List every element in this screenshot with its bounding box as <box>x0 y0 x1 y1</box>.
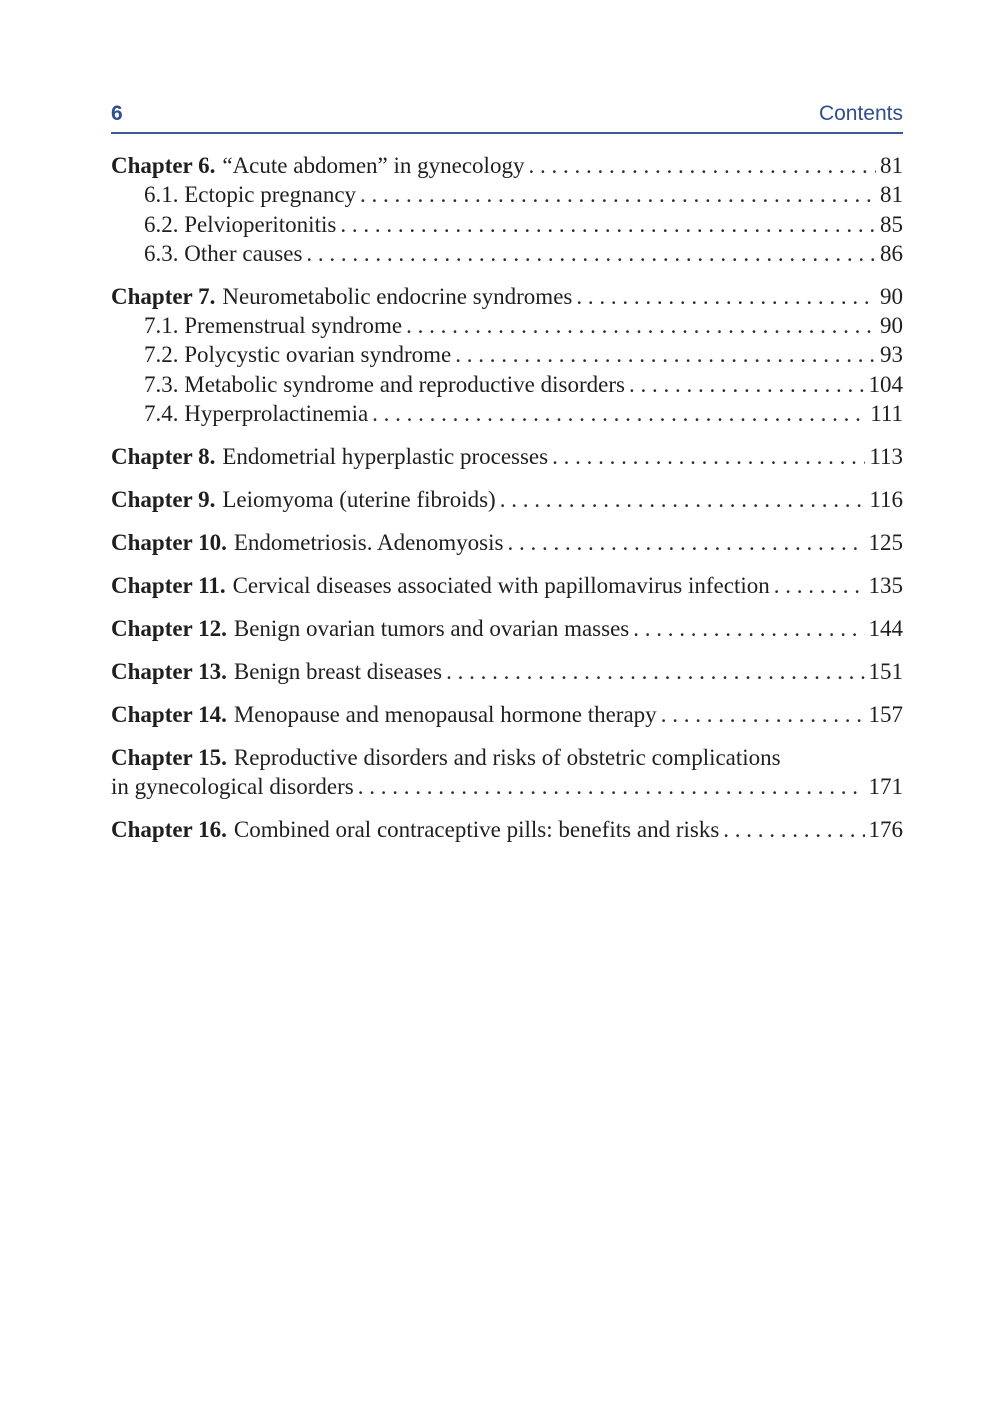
toc-chapter-12[interactable] <box>111 614 903 643</box>
chapter-title: Benign breast diseases <box>233 658 443 684</box>
page-ref: 81 <box>880 182 903 208</box>
page-ref: 116 <box>869 487 903 513</box>
table-of-contents <box>111 151 903 845</box>
page-ref: 176 <box>868 817 903 843</box>
toc-chapter-10[interactable] <box>111 528 903 557</box>
dot-leader <box>633 614 864 643</box>
page-number: 6 <box>111 102 123 125</box>
toc-section-6-3[interactable] <box>111 239 903 268</box>
chapter-title-line-1 <box>111 743 903 772</box>
section-title: 7.4. Hyperprolactinemia <box>144 401 369 427</box>
page-ref: 135 <box>868 573 903 598</box>
toc-section-7-4[interactable] <box>111 399 903 428</box>
dot-leader <box>340 210 876 239</box>
page-ref: 93 <box>880 342 903 368</box>
page-ref: 157 <box>868 701 903 727</box>
section-title: 6.2. Pelvioperitonitis <box>144 211 337 237</box>
toc-chapter-13[interactable] <box>111 657 903 686</box>
dot-leader <box>723 815 864 844</box>
chapter-title: Leiomyoma (uterine fibroids) <box>222 487 496 513</box>
page-ref: 90 <box>880 313 903 339</box>
dot-leader <box>358 772 865 801</box>
chapter-title-continuation: in gynecological disorders <box>111 774 354 800</box>
page-ref: 111 <box>870 401 903 427</box>
chapter-label: Chapter 16. <box>111 817 227 843</box>
chapter-title: Endometrial hyperplastic processes <box>222 444 549 470</box>
toc-chapter-7[interactable] <box>111 282 903 311</box>
toc-section-7-1[interactable] <box>111 311 903 340</box>
chapter-label: Chapter 12. <box>111 615 227 641</box>
dot-leader <box>372 399 866 428</box>
chapter-label: Chapter 9. <box>111 487 216 513</box>
running-title: Contents <box>818 102 903 125</box>
dot-leader <box>576 282 876 311</box>
chapter-label: Chapter 15. <box>111 744 227 770</box>
chapter-title-line-2 <box>111 772 903 801</box>
chapter-label: Chapter 14. <box>111 701 227 727</box>
dot-leader <box>306 239 876 268</box>
chapter-title: Neurometabolic endocrine syndromes <box>222 283 573 309</box>
toc-section-7-3[interactable] <box>111 370 903 399</box>
page-ref: 144 <box>868 615 903 641</box>
chapter-title: Reproductive disorders and risks of obstetric complications <box>233 744 781 770</box>
dot-leader <box>507 528 864 557</box>
chapter-title: Combined oral contraceptive pills: benefits and risks <box>233 817 720 843</box>
page-ref: 85 <box>880 211 903 237</box>
page-ref: 104 <box>868 371 903 397</box>
page-ref: 81 <box>880 153 903 178</box>
toc-chapter-6[interactable] <box>111 151 903 180</box>
dot-leader <box>552 442 865 471</box>
toc-chapter-16[interactable] <box>111 815 903 844</box>
page-ref: 151 <box>868 658 903 684</box>
chapter-title: Benign ovarian tumors and ovarian masses <box>233 615 630 641</box>
page-ref: 86 <box>880 240 903 266</box>
page-ref: 90 <box>880 283 903 309</box>
toc-chapter-15[interactable] <box>111 743 903 802</box>
section-title: 7.3. Metabolic syndrome and reproductive disorders <box>144 371 625 397</box>
section-title: 6.3. Other causes <box>144 240 303 266</box>
toc-section-6-2[interactable] <box>111 210 903 239</box>
chapter-label: Chapter 11. <box>111 573 226 598</box>
toc-chapter-8[interactable] <box>111 442 903 471</box>
chapter-title: “Acute abdomen” in gynecology <box>222 153 525 178</box>
dot-leader <box>360 180 876 209</box>
chapter-label: Chapter 8. <box>111 444 216 470</box>
dot-leader <box>406 311 876 340</box>
chapter-label: Chapter 10. <box>111 530 227 556</box>
chapter-title: Cervical diseases associated with papillomavirus infection <box>232 573 770 598</box>
chapter-label: Chapter 13. <box>111 658 227 684</box>
section-title: 6.1. Ectopic pregnancy <box>144 182 357 208</box>
dot-leader <box>774 571 865 600</box>
section-title: 7.1. Premenstrual syndrome <box>144 313 403 339</box>
page-ref: 113 <box>869 444 903 470</box>
dot-leader <box>629 370 865 399</box>
chapter-label: Chapter 7. <box>111 283 216 309</box>
page-ref: 125 <box>868 530 903 556</box>
running-header <box>111 100 903 134</box>
toc-section-6-1[interactable] <box>111 180 903 209</box>
chapter-title: Menopause and menopausal hormone therapy <box>233 701 657 727</box>
chapter-title: Endometriosis. Adenomyosis <box>233 530 504 556</box>
page-ref: 171 <box>868 774 903 800</box>
chapter-label: Chapter 6. <box>111 153 216 178</box>
dot-leader <box>528 151 876 180</box>
dot-leader <box>661 700 865 729</box>
dot-leader <box>446 657 864 686</box>
dot-leader <box>455 340 876 369</box>
toc-chapter-9[interactable] <box>111 485 903 514</box>
toc-section-7-2[interactable] <box>111 340 903 369</box>
toc-chapter-14[interactable] <box>111 700 903 729</box>
section-title: 7.2. Polycystic ovarian syndrome <box>144 342 452 368</box>
dot-leader <box>500 485 866 514</box>
toc-chapter-11[interactable] <box>111 571 903 600</box>
